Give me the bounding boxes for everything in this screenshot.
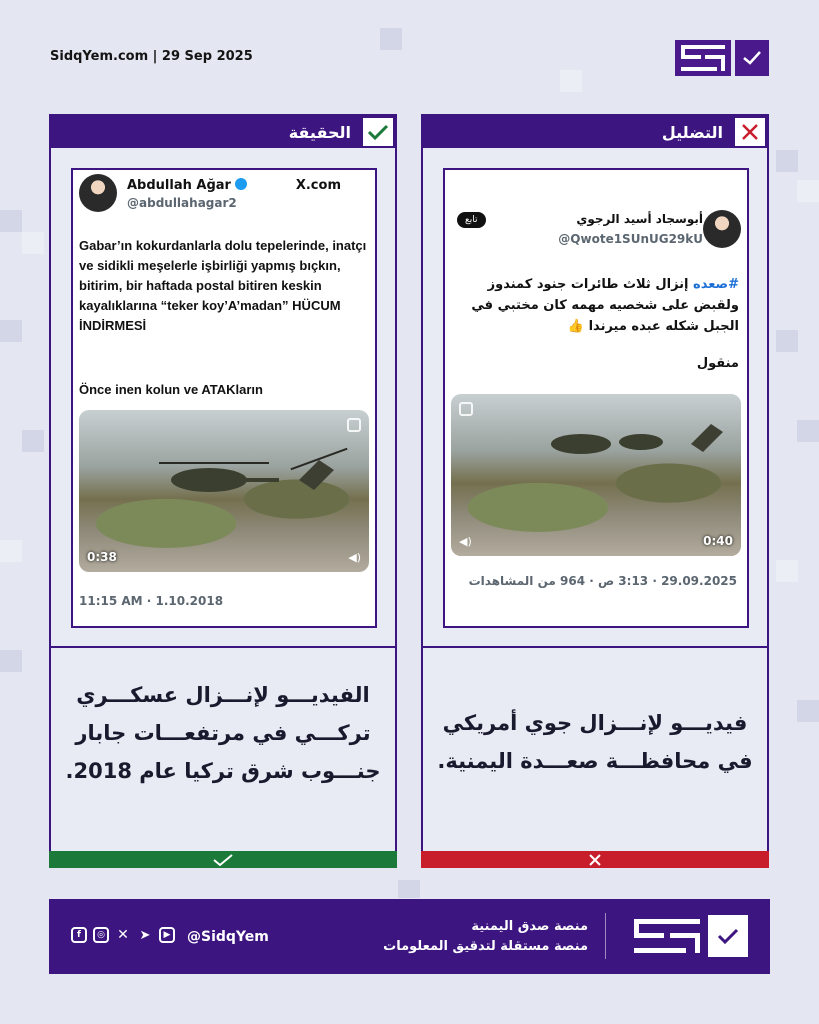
truth-title: الحقيقة [288,122,351,142]
decor-pixel [560,70,582,92]
truth-caption: الفيديـــو لإنـــزال عسكـــري تركـــي في مرتفعـــات جابار جنـــوب شرق تركيا عام 2018. [65,683,381,783]
decor-pixel [0,540,22,562]
tweet-video[interactable] [79,410,369,572]
decor-pixel [22,430,44,452]
helicopter-image [149,440,349,510]
tweet-meta[interactable]: 29.09.2025 · 3:13 ص · 964 من المشاهدات [468,574,737,588]
x-icon[interactable]: ✕ [117,927,129,943]
helicopter-image [511,414,731,474]
tweet-author-name[interactable]: أبوسجاد أسيد الرجوي [576,212,703,226]
volume-icon[interactable]: ◀) [348,551,361,564]
check-icon [708,915,748,957]
volume-icon[interactable]: ◀) [459,535,472,548]
divider [423,646,767,648]
video-duration: 0:40 [703,534,733,548]
truth-panel-header [51,116,395,148]
tweet-text-line2: منقول [696,356,739,371]
fake-title: التضليل [661,122,723,142]
decor-pixel [797,420,819,442]
follow-button[interactable]: تابع [457,212,486,228]
expand-icon[interactable] [347,418,361,432]
tweet-timestamp[interactable]: 11:15 AM · 1.10.2018 [79,594,224,608]
tweet-author-handle[interactable]: @Qwote1SUnUG29kU [558,232,703,246]
tweet-text: Gabar’ın kokurdanlarla dolu tepelerinde, inatçı ve sidikli meşelerle işbirliği yapmış bıçkın, bitirim, bir haftada postal bitiren keskin kayalıklarına “teker koy’A’madan” HÜCUM İNDİRMESİ [79,238,367,333]
footer-separator [605,913,606,959]
brand-logo-mark [675,40,731,76]
fake-panel [421,114,769,868]
original-tweet-card [71,168,377,628]
tweet-video[interactable] [451,394,741,556]
decor-pixel [776,150,798,172]
false-bar [421,851,769,868]
cross-icon [733,116,767,148]
decor-pixel [0,320,22,342]
decor-pixel [776,330,798,352]
decor-pixel [0,650,22,672]
expand-icon[interactable] [459,402,473,416]
telegram-icon[interactable]: ➤ [139,927,151,943]
social-handle[interactable]: @SidqYem [187,929,269,945]
decor-pixel [797,700,819,722]
truth-panel [49,114,397,868]
site-date-line: SidqYem.com | 29 Sep 2025 [50,49,253,64]
fake-caption: فيديـــو لإنـــزال جوي أمريكي في محافظـــة صعـــدة اليمنية. [437,711,753,773]
footer [49,899,770,974]
footer-tagline [383,917,588,957]
facebook-icon[interactable]: f [71,927,87,943]
brand-logo-mark [630,915,704,957]
check-icon [361,116,395,148]
check-icon [212,853,234,867]
tweet-author-name[interactable] [127,178,247,193]
tweet-author-handle[interactable]: @abdullahagar2 [127,196,237,210]
divider [51,646,395,648]
instagram-icon[interactable]: ◎ [93,927,109,943]
social-icons [71,927,175,943]
decor-pixel [0,210,22,232]
tweet-text [453,274,739,337]
brand-logo [675,40,769,76]
check-icon [735,40,769,76]
footer-line1: منصة صدق اليمنية [471,919,588,934]
tweet-author-name-text: Abdullah Ağar [127,178,231,193]
tweet-text-body: إنزال ثلاث طائرات جنود كمندوز ولقبض على شخصيه مهمه كان مختبي في الجبل شكله عبده ميرندا 👍 [471,277,739,334]
decor-pixel [776,560,798,582]
video-duration: 0:38 [87,550,117,564]
decor-pixel [398,880,420,898]
youtube-icon[interactable]: ▶ [159,927,175,943]
verified-icon [235,178,247,190]
cross-icon [588,853,602,867]
avatar [79,174,117,212]
misleading-tweet-card [443,168,749,628]
hashtag-link[interactable]: #صعده [693,277,739,292]
footer-line2: منصة مستقلة لتدقيق المعلومات [383,939,588,954]
fake-panel-header [423,116,767,148]
decor-pixel [380,28,402,50]
true-bar [49,851,397,868]
avatar [703,210,741,248]
x-source-label[interactable]: X.com [295,178,341,193]
decor-pixel [797,180,819,202]
decor-pixel [22,232,44,254]
tweet-text-line2: Önce inen kolun ve ATAKların [79,382,263,397]
